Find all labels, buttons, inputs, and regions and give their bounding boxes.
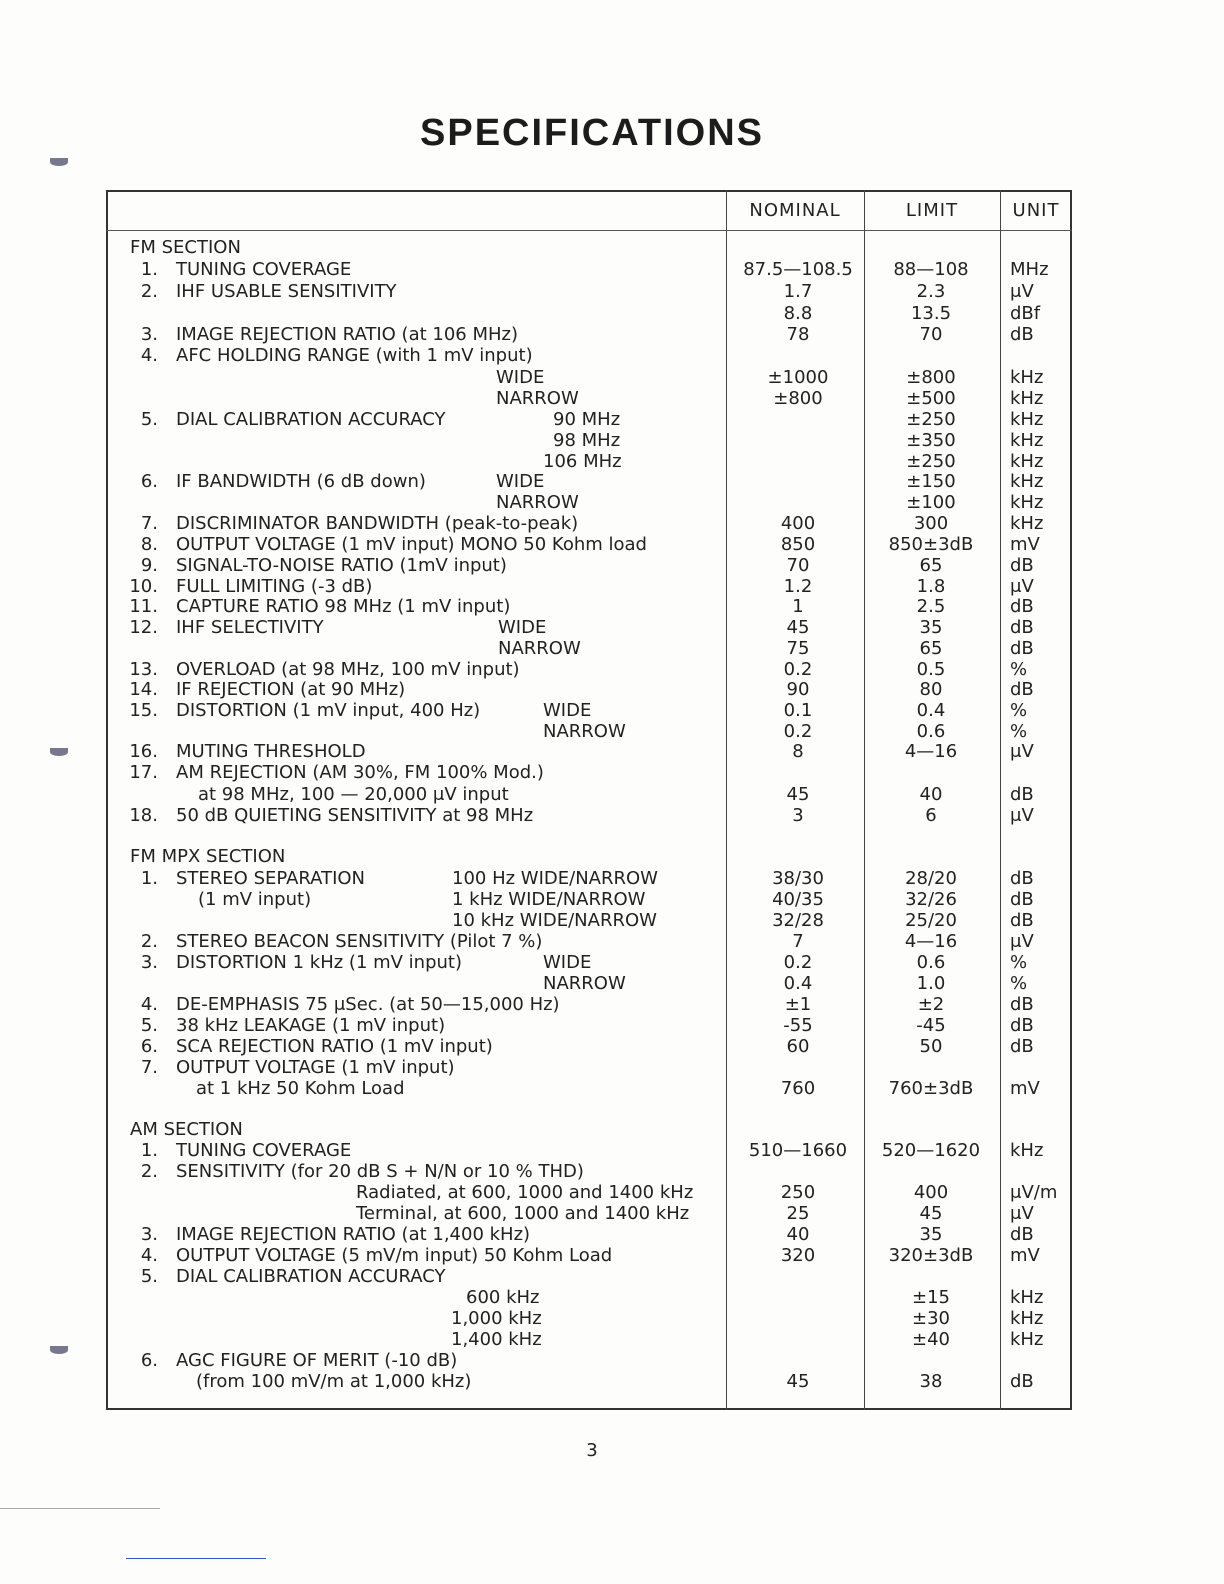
unit-value: kHz xyxy=(1010,1308,1044,1329)
nominal-value: 8.8 xyxy=(783,303,813,324)
spec-label: TUNING COVERAGE xyxy=(176,259,352,280)
spec-label: OUTPUT VOLTAGE (5 mV/m input) 50 Kohm Load xyxy=(176,1245,613,1266)
section-heading: FM SECTION xyxy=(130,237,241,258)
spec-label: DIAL CALIBRATION ACCURACY xyxy=(176,409,446,430)
item-number: 13. xyxy=(129,659,158,680)
spec-sublabel: NARROW xyxy=(496,492,579,513)
limit-value: 520—1620 xyxy=(881,1140,981,1161)
nominal-value: 760 xyxy=(780,1078,816,1099)
nominal-value: 45 xyxy=(786,1371,810,1392)
spec-sublabel: WIDE xyxy=(543,952,592,973)
spec-label: IHF USABLE SENSITIVITY xyxy=(176,281,397,302)
unit-value: mV xyxy=(1010,534,1040,555)
column-header-nominal: NOMINAL xyxy=(749,200,841,221)
nominal-value: 1 xyxy=(792,596,804,617)
spec-sublabel: NARROW xyxy=(543,721,626,742)
item-number: 1. xyxy=(140,868,158,889)
limit-value: ±100 xyxy=(906,492,956,513)
item-number: 1. xyxy=(140,259,158,280)
nominal-value: 850 xyxy=(780,534,816,555)
item-number: 18. xyxy=(129,805,158,826)
limit-value: 760±3dB xyxy=(888,1078,974,1099)
spec-label: STEREO BEACON SENSITIVITY (Pilot 7 %) xyxy=(176,931,543,952)
spec-sublabel: Terminal, at 600, 1000 and 1400 kHz xyxy=(356,1203,690,1224)
limit-value: 50 xyxy=(919,1036,943,1057)
spec-label: DISTORTION 1 kHz (1 mV input) xyxy=(176,952,463,973)
limit-value: 13.5 xyxy=(910,303,952,324)
unit-value: kHz xyxy=(1010,430,1044,451)
limit-value: 2.5 xyxy=(916,596,946,617)
unit-value: dB xyxy=(1010,555,1034,576)
spec-sublabel: Radiated, at 600, 1000 and 1400 kHz xyxy=(356,1182,694,1203)
item-number: 9. xyxy=(140,555,158,576)
spec-sublabel: (1 mV input) xyxy=(198,889,312,910)
unit-value: kHz xyxy=(1010,1287,1044,1308)
spec-label: 50 dB QUIETING SENSITIVITY at 98 MHz xyxy=(176,805,534,826)
binder-hole-mark-icon xyxy=(50,158,68,166)
unit-value: dB xyxy=(1010,638,1034,659)
limit-value: 32/26 xyxy=(905,889,957,910)
limit-value: 400 xyxy=(913,1182,949,1203)
binder-hole-mark-icon xyxy=(50,748,68,756)
unit-value: dB xyxy=(1010,994,1034,1015)
item-number: 15. xyxy=(129,700,158,721)
unit-value: dB xyxy=(1010,1371,1034,1392)
unit-value: dB xyxy=(1010,679,1034,700)
unit-value: dB xyxy=(1010,1224,1034,1245)
limit-value: 0.6 xyxy=(916,952,946,973)
unit-value: kHz xyxy=(1010,1329,1044,1350)
item-number: 2. xyxy=(140,931,158,952)
nominal-value: 1.2 xyxy=(783,576,813,597)
unit-value: μV xyxy=(1010,805,1034,826)
limit-value: ±250 xyxy=(906,451,956,472)
limit-value: 4—16 xyxy=(904,931,958,952)
limit-value: 65 xyxy=(919,555,943,576)
spec-sublabel: 106 MHz xyxy=(543,451,622,472)
unit-value: kHz xyxy=(1010,513,1044,534)
limit-value: 35 xyxy=(919,617,943,638)
item-number: 6. xyxy=(140,1036,158,1057)
nominal-value: 40 xyxy=(786,1224,810,1245)
nominal-value: 0.2 xyxy=(783,721,813,742)
item-number: 3. xyxy=(140,324,158,345)
limit-value: 80 xyxy=(919,679,943,700)
spec-label: DISCRIMINATOR BANDWIDTH (peak-to-peak) xyxy=(176,513,579,534)
spec-sublabel: 1,400 kHz xyxy=(451,1329,542,1350)
nominal-value: 400 xyxy=(780,513,816,534)
nominal-value: 0.2 xyxy=(783,659,813,680)
unit-value: kHz xyxy=(1010,492,1044,513)
nominal-value: 45 xyxy=(786,784,810,805)
unit-value: % xyxy=(1010,721,1028,742)
limit-value: 1.0 xyxy=(916,973,946,994)
unit-value: % xyxy=(1010,973,1028,994)
item-number: 8. xyxy=(140,534,158,555)
unit-value: % xyxy=(1010,952,1028,973)
limit-value: 0.5 xyxy=(916,659,946,680)
limit-value: 300 xyxy=(913,513,949,534)
item-number: 6. xyxy=(140,471,158,492)
item-number: 3. xyxy=(140,1224,158,1245)
spec-label: SCA REJECTION RATIO (1 mV input) xyxy=(176,1036,493,1057)
column-divider-unit xyxy=(1000,190,1001,1410)
spec-label: IHF SELECTIVITY xyxy=(176,617,324,638)
nominal-value: -55 xyxy=(783,1015,813,1036)
limit-value: 25/20 xyxy=(905,910,957,931)
item-number: 1. xyxy=(140,1140,158,1161)
item-number: 7. xyxy=(140,513,158,534)
nominal-value: 25 xyxy=(786,1203,810,1224)
binder-hole-mark-icon xyxy=(50,1346,68,1354)
spec-label: IMAGE REJECTION RATIO (at 106 MHz) xyxy=(176,324,518,345)
nominal-value: 0.2 xyxy=(783,952,813,973)
unit-value: kHz xyxy=(1010,471,1044,492)
unit-value: kHz xyxy=(1010,388,1044,409)
nominal-value: 510—1660 xyxy=(748,1140,848,1161)
unit-value: μV xyxy=(1010,931,1034,952)
item-number: 6. xyxy=(140,1350,158,1371)
nominal-value: 250 xyxy=(780,1182,816,1203)
limit-value: 320±3dB xyxy=(888,1245,974,1266)
spec-sublabel: WIDE xyxy=(543,700,592,721)
spec-sublabel: WIDE xyxy=(498,617,547,638)
unit-value: μV xyxy=(1010,741,1034,762)
limit-value: ±350 xyxy=(906,430,956,451)
limit-value: 850±3dB xyxy=(888,534,974,555)
limit-value: ±250 xyxy=(906,409,956,430)
nominal-value: 40/35 xyxy=(772,889,824,910)
spec-label: DE-EMPHASIS 75 μSec. (at 50—15,000 Hz) xyxy=(176,994,560,1015)
limit-value: 1.8 xyxy=(916,576,946,597)
unit-value: mV xyxy=(1010,1245,1040,1266)
page-number: 3 xyxy=(586,1440,598,1461)
limit-value: 65 xyxy=(919,638,943,659)
limit-value: 2.3 xyxy=(916,281,946,302)
section-heading: AM SECTION xyxy=(130,1119,243,1140)
item-number: 2. xyxy=(140,281,158,302)
column-header-unit: UNIT xyxy=(1012,200,1060,221)
spec-label: MUTING THRESHOLD xyxy=(176,741,366,762)
scan-artifact-line xyxy=(0,1508,160,1509)
unit-value: dB xyxy=(1010,889,1034,910)
nominal-value: ±1 xyxy=(784,994,812,1015)
unit-value: kHz xyxy=(1010,409,1044,430)
unit-value: kHz xyxy=(1010,367,1044,388)
unit-value: kHz xyxy=(1010,1140,1044,1161)
nominal-value: 7 xyxy=(792,931,804,952)
nominal-value: 78 xyxy=(786,324,810,345)
spec-sublabel: 1,000 kHz xyxy=(451,1308,542,1329)
limit-value: 28/20 xyxy=(905,868,957,889)
unit-value: dB xyxy=(1010,1036,1034,1057)
section-heading: FM MPX SECTION xyxy=(130,846,286,867)
spec-label: 38 kHz LEAKAGE (1 mV input) xyxy=(176,1015,446,1036)
unit-value: μV xyxy=(1010,1203,1034,1224)
unit-value: % xyxy=(1010,659,1028,680)
unit-value: dB xyxy=(1010,324,1034,345)
item-number: 16. xyxy=(129,741,158,762)
limit-value: 40 xyxy=(919,784,943,805)
spec-sublabel: 10 kHz WIDE/NARROW xyxy=(452,910,657,931)
spec-sublabel: (from 100 mV/m at 1,000 kHz) xyxy=(196,1371,472,1392)
spec-sublabel: at 98 MHz, 100 — 20,000 μV input xyxy=(198,784,509,805)
item-number: 5. xyxy=(140,409,158,430)
unit-value: dB xyxy=(1010,784,1034,805)
item-number: 4. xyxy=(140,1245,158,1266)
nominal-value: 38/30 xyxy=(772,868,824,889)
nominal-value: 32/28 xyxy=(772,910,824,931)
limit-value: ±40 xyxy=(912,1329,950,1350)
spec-label: AFC HOLDING RANGE (with 1 mV input) xyxy=(176,345,533,366)
unit-value: dB xyxy=(1010,1015,1034,1036)
nominal-value: 8 xyxy=(792,741,804,762)
spec-label: DIAL CALIBRATION ACCURACY xyxy=(176,1266,446,1287)
limit-value: ±2 xyxy=(917,994,945,1015)
spec-sublabel: WIDE xyxy=(496,367,545,388)
scan-artifact-underline xyxy=(126,1558,266,1559)
spec-label: TUNING COVERAGE xyxy=(176,1140,352,1161)
unit-value: μV/m xyxy=(1010,1182,1058,1203)
unit-value: MHz xyxy=(1010,259,1049,280)
spec-sublabel: NARROW xyxy=(543,973,626,994)
item-number: 4. xyxy=(140,994,158,1015)
nominal-value: 0.4 xyxy=(783,973,813,994)
limit-value: ±30 xyxy=(912,1308,950,1329)
header-divider xyxy=(106,230,1072,231)
spec-sublabel: 600 kHz xyxy=(466,1287,540,1308)
nominal-value: 75 xyxy=(786,638,810,659)
spec-label: OVERLOAD (at 98 MHz, 100 mV input) xyxy=(176,659,520,680)
item-number: 11. xyxy=(129,596,158,617)
limit-value: 88—108 xyxy=(893,259,969,280)
limit-value: ±150 xyxy=(906,471,956,492)
nominal-value: 45 xyxy=(786,617,810,638)
limit-value: ±800 xyxy=(906,367,956,388)
column-header-limit: LIMIT xyxy=(905,200,959,221)
nominal-value: 60 xyxy=(786,1036,810,1057)
limit-value: 0.4 xyxy=(916,700,946,721)
item-number: 7. xyxy=(140,1057,158,1078)
spec-label: OUTPUT VOLTAGE (1 mV input) xyxy=(176,1057,455,1078)
item-number: 5. xyxy=(140,1015,158,1036)
limit-value: -45 xyxy=(916,1015,946,1036)
unit-value: % xyxy=(1010,700,1028,721)
nominal-value: 0.1 xyxy=(783,700,813,721)
spec-label: IMAGE REJECTION RATIO (at 1,400 kHz) xyxy=(176,1224,531,1245)
unit-value: mV xyxy=(1010,1078,1040,1099)
nominal-value: 1.7 xyxy=(783,281,813,302)
unit-value: dB xyxy=(1010,596,1034,617)
unit-value: μV xyxy=(1010,576,1034,597)
spec-sublabel: 98 MHz xyxy=(553,430,621,451)
spec-label: SENSITIVITY (for 20 dB S + N/N or 10 % THD) xyxy=(176,1161,584,1182)
page-title: SPECIFICATIONS xyxy=(420,112,764,154)
spec-label: STEREO SEPARATION xyxy=(176,868,366,889)
nominal-value: 320 xyxy=(780,1245,816,1266)
limit-value: 0.6 xyxy=(916,721,946,742)
limit-value: 45 xyxy=(919,1203,943,1224)
limit-value: 38 xyxy=(919,1371,943,1392)
unit-value: dBf xyxy=(1010,303,1041,324)
limit-value: ±500 xyxy=(906,388,956,409)
unit-value: dB xyxy=(1010,910,1034,931)
nominal-value: 70 xyxy=(786,555,810,576)
spec-sublabel: WIDE xyxy=(496,471,545,492)
nominal-value: ±1000 xyxy=(767,367,829,388)
nominal-value: 90 xyxy=(786,679,810,700)
nominal-value: 3 xyxy=(792,805,804,826)
item-number: 12. xyxy=(129,617,158,638)
limit-value: 6 xyxy=(925,805,937,826)
spec-label: OUTPUT VOLTAGE (1 mV input) MONO 50 Kohm load xyxy=(176,534,647,555)
unit-value: dB xyxy=(1010,868,1034,889)
spec-sublabel: 90 MHz xyxy=(553,409,621,430)
item-number: 2. xyxy=(140,1161,158,1182)
limit-value: ±15 xyxy=(912,1287,950,1308)
spec-sublabel: at 1 kHz 50 Kohm Load xyxy=(196,1078,405,1099)
limit-value: 35 xyxy=(919,1224,943,1245)
spec-label: SIGNAL-TO-NOISE RATIO (1mV input) xyxy=(176,555,507,576)
item-number: 4. xyxy=(140,345,158,366)
nominal-value: ±800 xyxy=(773,388,823,409)
limit-value: 4—16 xyxy=(904,741,958,762)
spec-label: AM REJECTION (AM 30%, FM 100% Mod.) xyxy=(176,762,544,783)
unit-value: dB xyxy=(1010,617,1034,638)
spec-sublabel: NARROW xyxy=(498,638,581,659)
spec-label: IF BANDWIDTH (6 dB down) xyxy=(176,471,426,492)
spec-label: FULL LIMITING (-3 dB) xyxy=(176,576,373,597)
item-number: 14. xyxy=(129,679,158,700)
item-number: 17. xyxy=(129,762,158,783)
limit-value: 70 xyxy=(919,324,943,345)
unit-value: kHz xyxy=(1010,451,1044,472)
spec-sublabel: NARROW xyxy=(496,388,579,409)
nominal-value: 87.5—108.5 xyxy=(743,259,853,280)
spec-sublabel: 100 Hz WIDE/NARROW xyxy=(452,868,658,889)
spec-label: DISTORTION (1 mV input, 400 Hz) xyxy=(176,700,481,721)
spec-sublabel: 1 kHz WIDE/NARROW xyxy=(452,889,646,910)
spec-label: AGC FIGURE OF MERIT (-10 dB) xyxy=(176,1350,458,1371)
spec-label: CAPTURE RATIO 98 MHz (1 mV input) xyxy=(176,596,511,617)
spec-label: IF REJECTION (at 90 MHz) xyxy=(176,679,406,700)
item-number: 5. xyxy=(140,1266,158,1287)
item-number: 10. xyxy=(129,576,158,597)
item-number: 3. xyxy=(140,952,158,973)
column-divider-nominal xyxy=(726,190,727,1410)
unit-value: μV xyxy=(1010,281,1034,302)
